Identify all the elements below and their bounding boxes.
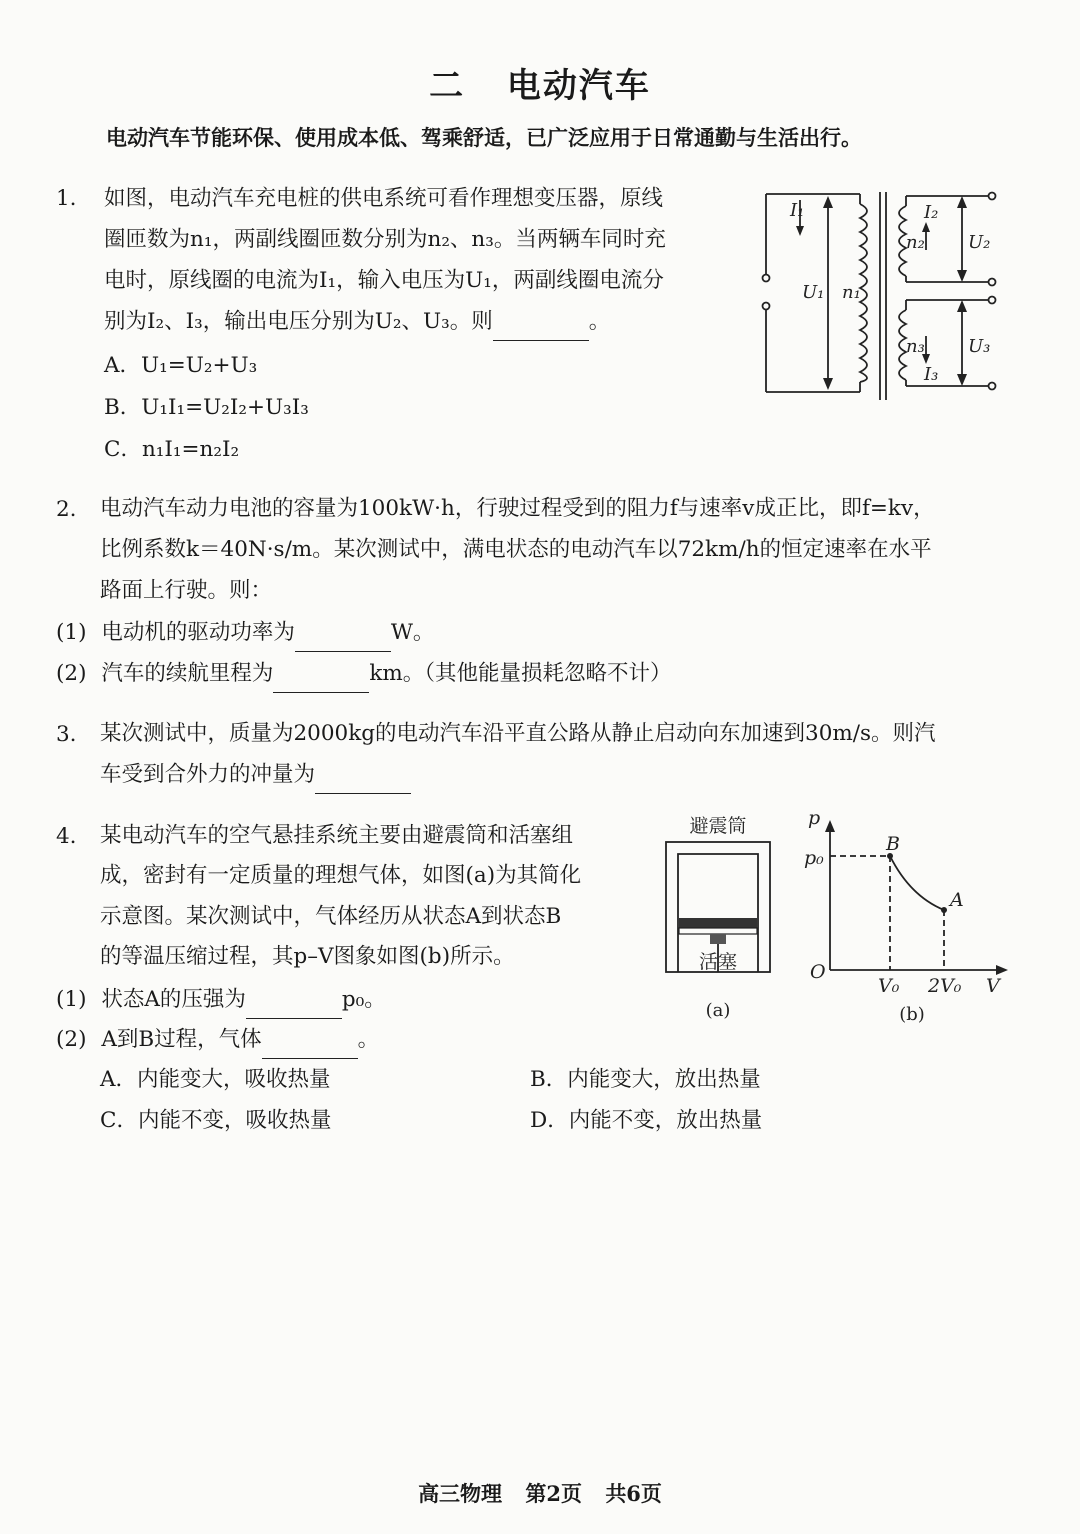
fig1-label-u1: U₁ [802, 282, 825, 303]
fig1-label-u3: U₃ [968, 336, 991, 357]
q1-line-3: 电时，原线圈的电流为I₁，输入电压为U₁，两副线圈电流分 [104, 268, 664, 293]
q2-sub1-blank[interactable] [295, 627, 391, 652]
q2-sub1-text: 电动机的驱动功率为 [101, 620, 295, 645]
q2-sub2 [56, 655, 672, 693]
q4-sub2 [56, 1021, 379, 1059]
fig-a-caption: (a) [705, 1000, 731, 1021]
q4-sub1-text: 状态A的压强为 [101, 987, 246, 1012]
q4-sub2-blank[interactable] [262, 1034, 358, 1059]
q1-line-1: 如图，电动汽车充电桩的供电系统可看作理想变压器，原线 [104, 186, 664, 211]
q1-number: 1. [56, 186, 77, 211]
q4-option-a[interactable]: A．内能变大，吸收热量 [100, 1067, 331, 1092]
q2-sub2-text: 汽车的续航里程为 [101, 661, 274, 686]
q4-option-b[interactable]: B．内能变大，放出热量 [530, 1067, 761, 1092]
fig-b-point-b: B [886, 833, 900, 855]
q4-sub1-label: (1) [56, 987, 87, 1012]
piston-head [679, 918, 757, 928]
q1-answer-blank[interactable] [493, 316, 589, 341]
q4-option-d[interactable]: D．内能不变，放出热量 [530, 1108, 763, 1133]
fig-b-v-axis: V [986, 975, 1000, 997]
fig1-label-n1: n₁ [842, 282, 861, 303]
fig-b-caption: (b) [899, 1004, 925, 1025]
shock-absorber-figure [660, 806, 776, 1026]
intro-text: 电动汽车节能环保、使用成本低、驾乘舒适，已广泛应用于日常通勤与生活出行。 [106, 125, 862, 150]
q3-number: 3. [56, 722, 77, 747]
q1-line-4-text: 别为I₂、I₃，输出电压分别为U₂、U₃。则 [104, 309, 493, 334]
q2-sub2-unit: km。（其他能量损耗忽略不计） [369, 661, 672, 686]
q3-answer-blank[interactable] [315, 769, 411, 794]
fig-b-point-a: A [950, 889, 964, 911]
q3-line-2-text: 车受到合外力的冲量为 [100, 762, 316, 787]
pv-graph-figure [800, 806, 1030, 1028]
fig-b-2v0: 2V₀ [928, 975, 962, 997]
q2-line-3: 路面上行驶。则： [100, 578, 273, 603]
q4-sub1-blank[interactable] [246, 994, 342, 1019]
q3-line-1: 某次测试中，质量为2000kg的电动汽车沿平直公路从静止启动向东加速到30m/s。则汽 [100, 721, 936, 746]
q1-line-4-end: 。 [588, 309, 611, 334]
q2-number: 2. [56, 497, 77, 522]
section-title [0, 58, 1080, 107]
fig1-label-u2: U₂ [968, 232, 991, 253]
q2-sub2-blank[interactable] [273, 668, 369, 693]
q4-line-3: 示意图。某次测试中，气体经历从状态A到状态B [100, 904, 562, 929]
q2-sub1-unit: W。 [390, 620, 435, 645]
q1-option-b[interactable]: B．U₁I₁=U₂I₂+U₃I₃ [104, 395, 309, 420]
q4-line-2: 成，密封有一定质量的理想气体，如图(a)为其简化 [100, 863, 582, 888]
q4-sub1-unit: p₀。 [341, 987, 386, 1012]
footer-subject: 高三物理 [418, 1481, 503, 1506]
fig1-label-i1: I₁ [790, 200, 805, 221]
fig-b-p-axis: p [808, 807, 821, 829]
fig-a-piston-label: 活塞 [698, 951, 738, 973]
q4-sub2-text: A到B过程，气体 [101, 1027, 262, 1052]
fig-b-origin: O [810, 961, 826, 983]
fig1-label-i3: I₃ [924, 364, 939, 385]
q4-sub1 [56, 981, 386, 1019]
footer-page: 第2页 [525, 1481, 582, 1506]
q4-sub2-unit: 。 [357, 1027, 380, 1052]
q2-line-2: 比例系数k＝40N·s/m。某次测试中，满电状态的电动汽车以72km/h的恒定速率在水平 [100, 537, 932, 562]
fig-b-p0: p₀ [804, 847, 824, 869]
q2-line-1: 电动汽车动力电池的容量为100kW·h，行驶过程受到的阻力f与速率v成正比，即f=kv， [100, 496, 935, 521]
fig1-label-n2: n₂ [906, 232, 925, 253]
q1-option-a[interactable]: A．U₁=U₂+U₃ [104, 353, 258, 378]
footer-total: 共6页 [605, 1481, 662, 1506]
q2-sub1 [56, 614, 434, 652]
transformer-figure [756, 186, 1006, 408]
q4-line-1: 某电动汽车的空气悬挂系统主要由避震筒和活塞组 [100, 823, 574, 848]
q3-line-2 [100, 756, 411, 794]
q1-option-c[interactable]: C．n₁I₁=n₂I₂ [104, 437, 240, 462]
q4-line-4: 的等温压缩过程，其p–V图象如图(b)所示。 [100, 944, 515, 969]
isotherm-curve [890, 856, 944, 910]
section-number: 二 [429, 66, 466, 106]
q2-sub1-label: (1) [56, 620, 87, 645]
q1-line-4 [104, 303, 610, 341]
fig1-label-i2: I₂ [924, 202, 939, 223]
page-footer [0, 1478, 1080, 1508]
fig1-label-n3: n₃ [906, 336, 925, 357]
fig-b-v0: V₀ [878, 975, 900, 997]
q2-sub2-label: (2) [56, 661, 87, 686]
q4-sub2-label: (2) [56, 1027, 87, 1052]
section-name: 电动汽车 [506, 66, 651, 106]
q1-line-2: 圈匝数为n₁，两副线圈匝数分别为n₂、n₃。当两辆车同时充 [104, 227, 666, 252]
q4-option-c[interactable]: C．内能不变，吸收热量 [100, 1108, 332, 1133]
fig-a-top-label: 避震筒 [689, 815, 747, 837]
q4-number: 4. [56, 824, 77, 849]
